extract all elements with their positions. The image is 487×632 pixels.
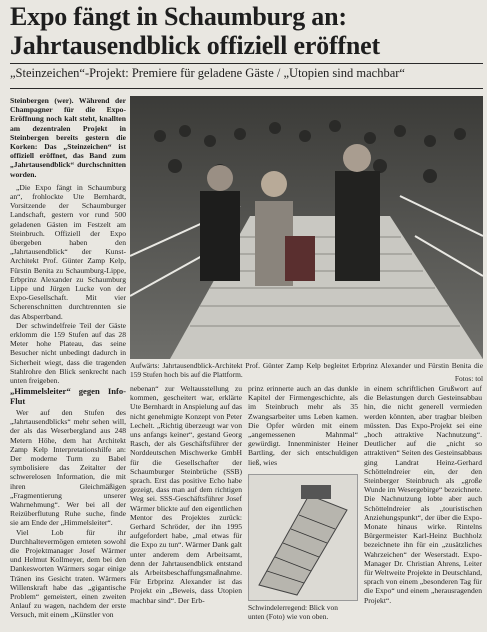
column-2-text: nebenan“ zur Weltausstellung zu kommen, gescheitert war, erklärte Ute Bernhardt in Anspielung auf das nicht genehmigte Konzept von Peter Lechelt. „Richtig überzeugt war von uns anfangs keiner“, gestand Georg Rasch, der als Geschäftsführer der Norddeutschen Mischwerke GmbH für die Gesellschafter der Schaumburger Steinbrüche (SSB) sprach. Erst das positive Echo habe gezeigt, dass man auf dem richtigen Weg sei. SSS-Geschäftsführer Josef Wärmer blickte auf den eigentlichen Mentor des Projektes zurück: Gerhard Schröder, der ihn 1995 aufgefordert habe, „mal etwas für die Expo zu tun“. Wärmer Dank galt unter anderem dem Arbeitsamt, denn der Jahrtausendblick entstand als Arbeitsbeschaffungsmaßnahme. Für Erbprinz Alexander ist das Projekt ein „Beweis, dass Utopien machbar sind“. Der Erb- bbox=[130, 384, 242, 605]
headline-rule bbox=[10, 63, 483, 64]
body-paragraph-2: „Die Expo fängt in Schaumburg an“, frohlockte Ute Bernhardt, Vorsitzende der Schaumburger Landschaft, gestern vor rund 500 geladenen Gästen im Festzelt am Steinbruch. Offiziell der Expo übergeben haben den „Jahrtausendblick“ der Kunst-Architekt Prof. Günter Zamp Kelp, Fürstin Benita zu Schaumburg-Lippe, Erbprinz Alexander zu Schaumburg Lippe und Jürgen Lucke von der Expo-Gesellschaft. Mit vier Scherenschnitten durchtrennten sie das Absperrband. bbox=[10, 182, 126, 321]
lead-paragraph: Steinbergen (wer). Während der Champagner für die Expo-Eröffnung noch kalt steht, knallten am dezentralen Projekt in Steinbergen bereits gestern die Korken: Das „Steinzeichen“ ist offiziell eröffnet, das Band zum „Jahrtausendblick“ durchschnitten worden. bbox=[10, 96, 126, 179]
headline-line1: Expo fängt in Schaumburg an: bbox=[10, 2, 347, 31]
body-paragraph-4: Wer auf den Stufen des „Jahrtausendblicks“ mehr sehen will, der als das Weserbergland aus 248 Metern Höhe, dem hat Architekt Zamp Kelp Interpretationshilfe an: Der moderne Turm zu Babel symbolisiere das Zeitalter der schwerelosen Information, die mit ihren Gleichmäßigen „Fragmentierung unserer Wahrnehmung“. Wer bei all der Reizüberflutung Ruhe suche, finde sie am Ende der „Himmelsleiter“. bbox=[10, 408, 126, 528]
lead-column-bottom bbox=[10, 382, 126, 630]
main-photo bbox=[130, 96, 483, 359]
body-paragraph-5: Viel Lob für ihr Durchhaltevermögen ernteten sowohl die Projektmanager Josef Wärmer und Helmut Kollmeyer, dem bei den Dankesworten Wärmers sogar einige Tränen ins Gesicht traten. Wärmers Willenskraft habe das „gigantische Problem“ gemeistert, einen zweiten Anlauf zu wagen, nachdem der erste Versuch, mit einem „Künstler von bbox=[10, 527, 126, 620]
tower-photo bbox=[248, 474, 358, 601]
body-paragraph-3: Der schwindelfreie Teil der Gäste erklomm die 159 Stufen auf das 28 Meter hohe Plateau, das seine Besucher nicht unbedingt dadurch in Sicherheit wiegt, dass die tragenden Stahlrohre den Blick senkrecht nach unten freigeben. bbox=[10, 320, 126, 386]
column-3-text: prinz erinnerte auch an das dunkle Kapitel der Firmengeschichte, als im Steinbruch mehr als 35 Zwangsarbeiter ums Leben kamen. Die Opfer würden mit einem „angemessenen Mahnmal“ gewürdigt. Innenminister Heiner Bartling, der sich entschuldigen ließ, wies bbox=[248, 384, 358, 467]
tower-photo-caption: Schwindelerregend: Blick von unten (Foto) wie von oben. bbox=[248, 603, 338, 621]
photo-staircase-illustration bbox=[130, 96, 483, 359]
subheadline: „Steinzeichen“-Projekt: Premiere für geladene Gäste / „Utopien sind machbar“ bbox=[10, 66, 405, 80]
column-4-text: in einem schriftlichen Grußwort auf die Belastungen durch Gesteinsabbau hin, die nicht generell vermieden werden könnten, aber tragbar bleiben müssten. Das Expo-Projekt sei eine „hoch attraktive Nachnutzung“. Deutlicher auf die „nicht so attraktiven“ Seiten des Gesteinsabbaus ging Landrat Heinz-Gerhard Schöttelndreier ein, der den Steinberger Steinbruch als „große Wunde im Wesergebirge“ bezeichnete. Die Nachnutzung lobte aber auch Schöttelndreier als „touristischen Anziehungspunkt“, der über die Expo-Monate hinaus wirke. Rintelns Bürgermeister Karl-Heinz Buchholz bezeichnete ihn für ein „zusätzliches Wahrzeichen“ der Weserstadt. Expo-Manager Dr. Christian Ahrens, Leiter für Weltweite Projekte in Deutschland, sprach von einem „besonderen Tag für die Expo“ und einem „herausragenden Projekt“. bbox=[364, 384, 482, 605]
body-column-3 bbox=[248, 384, 358, 472]
body-column-4 bbox=[364, 384, 482, 630]
photo-caption-text: Aufwärts: Jahrtausendblick-Architekt Prof. Günter Zamp Kelp begleitet Erbprinz Alexander und Fürstin Benita die 159 Stufen hoch bis auf die Plattform. bbox=[130, 361, 483, 379]
section-heading: „Himmelsleiter“ gegen Info-Flut bbox=[10, 386, 126, 406]
tower-illustration bbox=[249, 475, 357, 600]
photo-credit: Fotos: tol bbox=[454, 374, 483, 383]
lead-column-top bbox=[10, 96, 126, 385]
subheadline-rule bbox=[10, 88, 483, 89]
body-column-2 bbox=[130, 384, 242, 630]
photo-caption bbox=[130, 361, 483, 379]
headline-line2: Jahrtausendblick offiziell eröffnet bbox=[10, 31, 380, 60]
headline bbox=[10, 2, 480, 60]
